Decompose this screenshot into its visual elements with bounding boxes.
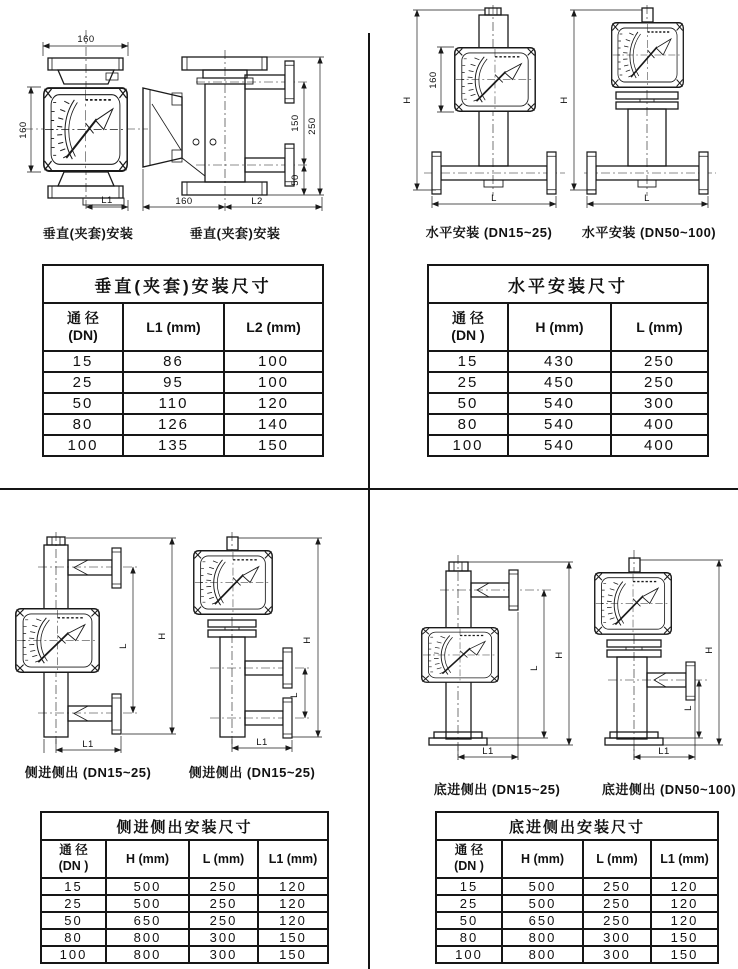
horizontal-divider [0,488,738,490]
dimension-label: L [529,665,540,671]
table-cell: 15 [43,351,123,372]
table-cell: 300 [611,393,708,414]
indicator-dial [16,609,99,672]
table-cell: 100 [224,372,323,393]
table-row [436,929,718,946]
table-cell: 650 [106,912,189,929]
table-row [41,878,328,895]
drawing-caption: 侧进侧出 (DN15~25) [188,765,316,780]
table-cell: 430 [508,351,611,372]
table-cell: 25 [436,895,502,912]
table-cell: 800 [502,946,583,963]
table-cell: 126 [123,414,224,435]
table-row [428,393,708,414]
table-cell: 250 [611,351,708,372]
dn-header-line2: (DN) [68,327,98,343]
dimension-label: H [704,646,715,654]
drawing-caption: 垂直(夹套)安装 [189,226,281,241]
indicator-dial [612,23,684,87]
side-in-side-out-table [40,811,329,964]
table-cell: 400 [611,414,708,435]
dimension-label: L [683,705,694,711]
table-cell: 80 [41,929,106,946]
table-row [43,414,323,435]
table-cell: 150 [651,946,718,963]
table-cell: 86 [123,351,224,372]
dimension-label: L1 [101,195,113,206]
dn-header-line1: 通 径 [454,843,484,858]
table-cell: 120 [651,878,718,895]
table-cell: 150 [651,929,718,946]
table-row [43,393,323,414]
table-cell: 120 [258,878,328,895]
column-header: L (mm) [189,840,258,878]
table-title: 底进侧出安装尺寸 [436,812,718,840]
dn-header-line1: 通 径 [452,309,484,326]
table-cell: 120 [224,393,323,414]
side-in-side-out-view2-drawing [194,532,322,752]
table-cell: 100 [224,351,323,372]
dimension-label: 250 [307,117,318,135]
table-cell: 50 [436,912,502,929]
table-cell: 800 [502,929,583,946]
table-cell: 250 [583,912,651,929]
horizontal-view-dn50-100-drawing [559,5,716,208]
table-body [428,351,708,456]
drawing-caption: 水平安装 (DN50~100) [581,225,717,240]
vertical-jacket-table [42,264,324,457]
table-cell: 500 [502,895,583,912]
table-cell: 250 [189,912,258,929]
table-cell: 250 [189,895,258,912]
table-title: 垂直(夹套)安装尺寸 [43,265,323,303]
table-row [436,878,718,895]
table-cell: 100 [436,946,502,963]
table-row [41,912,328,929]
column-header: H (mm) [502,840,583,878]
table-cell: 540 [508,414,611,435]
dimension-label: L2 [251,196,263,207]
side-in-side-out-drawings [0,500,369,762]
indicator-dial [595,573,672,634]
dimension-label: L1 [482,746,494,757]
table-cell: 300 [583,946,651,963]
table-cell: 540 [508,435,611,456]
dimension-label: L [491,193,497,204]
table-cell: 15 [436,878,502,895]
drawing-caption: 水平安装 (DN15~25) [425,225,553,240]
table-row [41,946,328,963]
dn-header-line1: 通 径 [67,309,99,326]
dn-header-line1: 通 径 [59,843,88,858]
table-row [43,351,323,372]
dimension-label: 160 [77,34,95,45]
dn-header-line2: (DN ) [454,859,484,873]
table-cell: 500 [106,878,189,895]
bottom-in-side-out-view2-drawing [595,550,723,760]
table-cell: 80 [436,929,502,946]
table-cell: 80 [428,414,508,435]
table-cell: 25 [41,895,106,912]
bottom-in-side-out-drawings [369,500,738,762]
table-row [43,372,323,393]
table-cell: 450 [508,372,611,393]
column-header: L2 (mm) [224,303,323,351]
table-cell: 150 [258,946,328,963]
table-cell: 25 [43,372,123,393]
table-cell: 100 [43,435,123,456]
column-header: L1 (mm) [123,303,224,351]
table-cell: 400 [611,435,708,456]
dimension-label: L [644,193,650,204]
table-cell: 250 [583,878,651,895]
table-cell: 80 [43,414,123,435]
dimension-label: H [402,96,413,104]
table-cell: 500 [502,878,583,895]
table-cell: 300 [189,946,258,963]
drawing-caption: 侧进侧出 (DN15~25) [24,765,152,780]
table-cell: 120 [651,895,718,912]
table-row [436,912,718,929]
bottom-in-side-out-table [435,811,719,964]
table-cell: 95 [123,372,224,393]
vertical-front-view-drawing [18,30,148,212]
table-cell: 800 [106,929,189,946]
table-cell: 120 [258,895,328,912]
table-cell: 50 [41,912,106,929]
table-cell: 300 [583,929,651,946]
bottom-in-side-out-view1-drawing [422,555,573,760]
table-cell: 250 [611,372,708,393]
column-header: L (mm) [583,840,651,878]
column-header: L1 (mm) [651,840,718,878]
table-cell: 100 [41,946,106,963]
horizontal-view-dn15-25-drawing [402,5,565,208]
dimension-label: L1 [82,739,94,750]
dimension-label: H [559,96,570,104]
dimension-label: H [157,632,168,640]
vertical-side-view-drawing [143,50,324,211]
dimension-label: 160 [18,121,29,139]
table-body [436,878,718,963]
column-header-dn [428,303,508,351]
column-header: L1 (mm) [258,840,328,878]
vertical-jacket-drawings [0,0,369,218]
side-in-side-out-view1-drawing [16,532,176,753]
table-cell: 150 [258,929,328,946]
dimension-label: L [118,643,129,649]
table-row [428,351,708,372]
drawing-caption: 底进侧出 (DN15~25) [433,782,561,797]
indicator-dial [44,88,127,171]
dimension-label: L [289,692,300,698]
table-cell: 25 [428,372,508,393]
table-cell: 50 [428,393,508,414]
table-row [428,372,708,393]
table-cell: 120 [258,912,328,929]
table-row [428,414,708,435]
dimension-label: H [554,651,565,659]
table-cell: 120 [651,912,718,929]
column-header-dn [41,840,106,878]
column-header-dn [436,840,502,878]
table-cell: 540 [508,393,611,414]
table-body [41,878,328,963]
column-header: H (mm) [508,303,611,351]
dimension-label: 150 [290,114,301,132]
table-row [43,435,323,456]
dimension-label: 160 [175,196,193,207]
table-body [43,351,323,456]
table-title: 侧进侧出安装尺寸 [41,812,328,840]
table-cell: 110 [123,393,224,414]
dimension-label: L1 [256,737,268,748]
table-cell: 300 [189,929,258,946]
table-row [41,929,328,946]
drawing-caption: 底进侧出 (DN50~100) [601,782,737,797]
column-header-dn [43,303,123,351]
column-header: H (mm) [106,840,189,878]
horizontal-install-table [427,264,709,457]
table-cell: 500 [106,895,189,912]
table-cell: 140 [224,414,323,435]
table-title: 水平安装尺寸 [428,265,708,303]
table-cell: 15 [41,878,106,895]
dimension-label: 160 [428,71,439,89]
dimension-label: L1 [658,746,670,757]
table-cell: 150 [224,435,323,456]
drawing-caption: 垂直(夹套)安装 [42,226,134,241]
dimension-label: H [302,636,313,644]
indicator-dial [455,48,535,111]
table-cell: 100 [428,435,508,456]
table-cell: 250 [189,878,258,895]
table-cell: 135 [123,435,224,456]
table-row [436,895,718,912]
column-header: L (mm) [611,303,708,351]
dn-header-line2: (DN ) [58,859,89,873]
dimension-label: 50 [290,174,301,186]
table-cell: 50 [43,393,123,414]
table-cell: 15 [428,351,508,372]
indicator-dial [422,628,499,683]
table-row [41,895,328,912]
dn-header-line2: (DN ) [451,327,485,343]
horizontal-install-drawings [369,0,738,218]
table-cell: 650 [502,912,583,929]
indicator-dial [194,551,272,614]
table-cell: 250 [583,895,651,912]
table-row [436,946,718,963]
table-cell: 800 [106,946,189,963]
table-row [428,435,708,456]
